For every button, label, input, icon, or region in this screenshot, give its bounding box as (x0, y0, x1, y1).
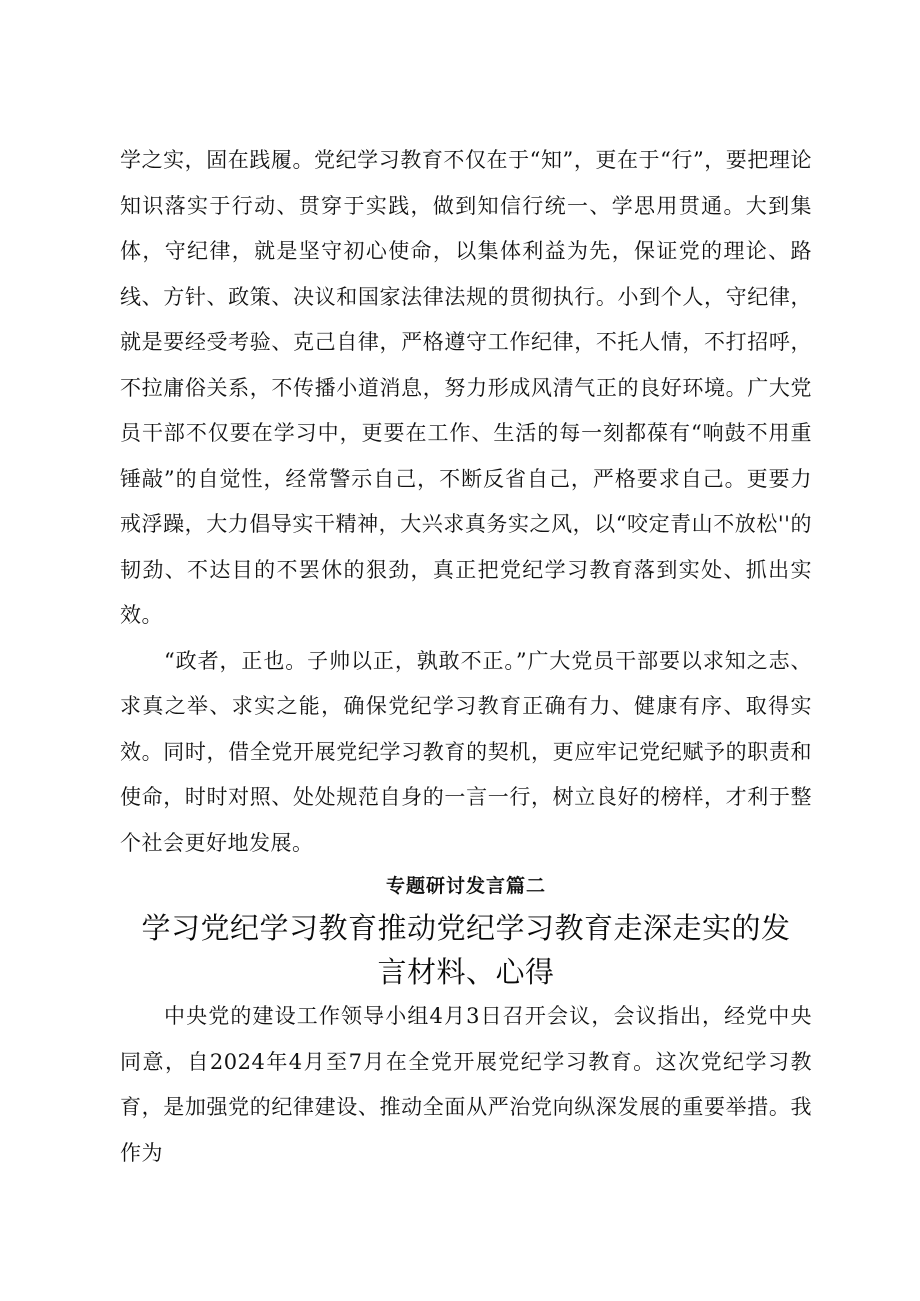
paragraph-1: 学之实，固在践履。党纪学习教育不仅在于“知”，更在于“行”，要把理论知识落实于行动、贯穿于实践，做到知信行统一、学思用贯通。大到集体，守纪律，就是坚守初心使命，以集体利益为先，保证党的理论、路线、方针、政策、决议和国家法律法规的贯彻执行。小到个人，守纪律，就是要经受考验、克己自律，严格遵守工作纪律，不托人情，不打招呼，不拉庸俗关系，不传播小道消息，努力形成风清气正的良好环境。广大党员干部不仅要在学习中，更要在工作、生活的每一刻都葆有“响鼓不用重锤敲”的自觉性，经常警示自己，不断反省自己，严格要求自己。更要力戒浮躁，大力倡导实干精神，大兴求真务实之风，以“咬定青山不放松''的韧劲、不达目的不罢休的狠劲，真正把党纪学习教育落到实处、抓出实效。 (120, 148, 812, 627)
title-line-1: 学习党纪学习教育推动党纪学习教育走深走实的发 (141, 911, 791, 945)
section-label: 专题研讨发言篇二 (385, 875, 546, 897)
paragraph-2: “政者，正也。子帅以正，孰敢不正。”广大党员干部要以求知之志、求真之举、求实之能，确保党纪学习教育正确有力、健康有序、取得实效。同时，借全党开展党纪学习教育的契机，更应牢记党纪赋予的职责和使命，时时对照、处处规范自身的一言一行，树立良好的榜样，才利于整个社会更好地发展。 (120, 648, 812, 855)
title-line-2: 言材料、心得 (377, 955, 555, 989)
document-body (120, 138, 812, 1176)
document-title (120, 906, 812, 994)
paragraph-3: 中央党的建设工作领导小组4月3日召开会议，会议指出，经党中央同意，自2024年4月至7月在全党开展党纪学习教育。这次党纪学习教育，是加强党的纪律建设、推动全面从严治党向纵深发展的重要举措。我作为 (120, 1004, 812, 1165)
